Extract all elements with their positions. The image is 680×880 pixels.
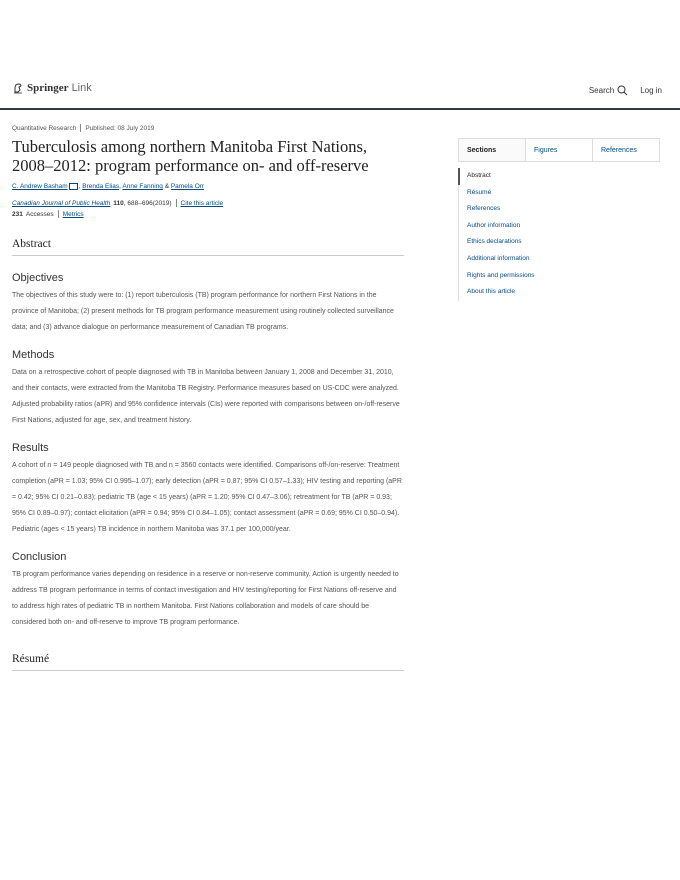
search-label: Search	[588, 86, 615, 95]
resume-heading: Résumé	[12, 653, 404, 671]
tab-references[interactable]: References	[592, 139, 659, 161]
metrics-link[interactable]: Metrics	[62, 210, 84, 218]
author-ampersand: &	[164, 183, 170, 191]
toc-item-ethics-declarations[interactable]: Ethics declarations	[467, 238, 522, 246]
search-icon	[617, 85, 628, 96]
objectives-section	[12, 272, 404, 336]
divider	[176, 199, 177, 207]
accesses-label: Accesses	[25, 210, 54, 218]
objectives-heading: Objectives	[12, 272, 64, 285]
sidebar-tabs	[458, 138, 660, 162]
methods-section	[12, 349, 404, 429]
toc-item-abstract[interactable]: Abstract	[458, 168, 660, 185]
toc-item-author-information[interactable]: Author information	[467, 221, 521, 229]
methods-text: Data on a retrospective cohort of people diagnosed with TB in Manitoba between January 1, 2008 and December 31, 2010, and their contacts, were extracted from the Manitoba TB Registry. Performance measures based on US-CDC were analyzed. Adjusted probability ratios (aPR) and 95% confidence intervals (CIs) were reported with comparisons between on-/off-reserve First Nations, adjusted for age, sex, and treatment history.	[12, 369, 400, 425]
author-link[interactable]: Anne Fanning	[122, 183, 163, 191]
published-date: Published: 08 July 2019	[85, 124, 155, 132]
conclusion-section	[12, 551, 404, 631]
author-link[interactable]: Brenda Elias	[82, 183, 120, 191]
tab-sections[interactable]: Sections	[459, 139, 525, 161]
cite-article-link[interactable]: Cite this article	[180, 199, 224, 207]
springer-horse-icon	[12, 82, 24, 94]
journal-pages: , 688–696(2019)	[123, 199, 172, 207]
accesses-count: 231	[12, 210, 23, 218]
article-type: Quantitative Research	[12, 124, 77, 132]
abstract-heading: Abstract	[12, 238, 404, 256]
results-heading: Results	[12, 442, 49, 455]
conclusion-text: TB program performance varies depending on residence in a reserve or non-reserve community. Action is urgently needed to address TB program performance in terms of contact investigation and HIV testing/reporting for First Nations off-reserve and to address high rates of pediatric TB in northern Manitoba. First Nations collaboration and models of care should be considered both on- and off-reserve to improve TB program performance.	[12, 571, 399, 627]
conclusion-heading: Conclusion	[12, 551, 67, 564]
login-link[interactable]: Log in	[640, 86, 662, 95]
toc-item-rights-and-permissions[interactable]: Rights and permissions	[467, 271, 535, 279]
results-section	[12, 442, 404, 538]
toc-item-additional-information[interactable]: Additional information	[467, 254, 530, 262]
divider	[58, 210, 59, 218]
logo-suffix: Link	[71, 82, 92, 94]
toc-item-about-this-article[interactable]: About this article	[467, 288, 516, 296]
article-meta	[12, 124, 404, 132]
results-text: A cohort of n = 149 people diagnosed with TB and n = 3560 contacts were identified. Comparisons off-/on-reserve: Treatment completion (aPR = 1.03; 95% CI 0.995–1.07); early detection (aPR = 0.87; 95% CI 0.57–1.33); HIV testing and reporting (aPR = 0.42; 95% CI 0.21–0.83); pediatric TB (age < 15 years) (aPR = 1.20; 95% CI 0.47–3.06); retreatment for TB (aPR = 0.93; 95% CI 0.89–0.97); contact elicitation (aPR = 0.94; 95% CI 0.84–1.05); contact assessment (aPR = 0.69; 95% CI 0.50–0.94). Pediatric (ages < 15 years) TB incidence in northern Manitoba was 37.1 per 100,000/year.	[12, 462, 402, 534]
logo-brand: Springer	[27, 82, 69, 94]
journal-info	[12, 199, 404, 207]
article-main	[12, 124, 404, 671]
search-button[interactable]	[589, 85, 628, 96]
divider	[80, 124, 81, 132]
toc-item-references[interactable]: References	[467, 205, 501, 213]
toc-item-resume[interactable]: Résumé	[467, 188, 492, 196]
journal-link[interactable]: Canadian Journal of Public Health	[12, 199, 111, 207]
journal-volume: 110	[113, 199, 124, 207]
article-sidebar	[458, 138, 660, 301]
mail-icon[interactable]	[69, 183, 78, 190]
article-title: Tuberculosis among northern Manitoba First Nations, 2008–2012: program performance on- and off-reserve	[12, 137, 369, 175]
springerlink-logo[interactable]	[12, 82, 92, 94]
author-link[interactable]: C. Andrew Basham	[12, 183, 68, 191]
access-stats	[12, 210, 404, 218]
methods-heading: Methods	[12, 349, 55, 362]
tab-figures[interactable]: Figures	[525, 139, 592, 161]
author-list: C. Andrew Basham , Brenda Elias, Anne Fanning & Pamela Orr	[12, 183, 205, 191]
site-header	[0, 78, 680, 110]
author-link[interactable]: Pamela Orr	[170, 183, 205, 191]
sections-toc	[458, 168, 660, 301]
objectives-text: The objectives of this study were to: (1) report tuberculosis (TB) program performance for northern First Nations in the province of Manitoba; (2) present methods for TB program performance measurement using routinely collected surveillance data; and (3) advance dialogue on performance measurement of Canadian TB programs.	[12, 292, 394, 332]
